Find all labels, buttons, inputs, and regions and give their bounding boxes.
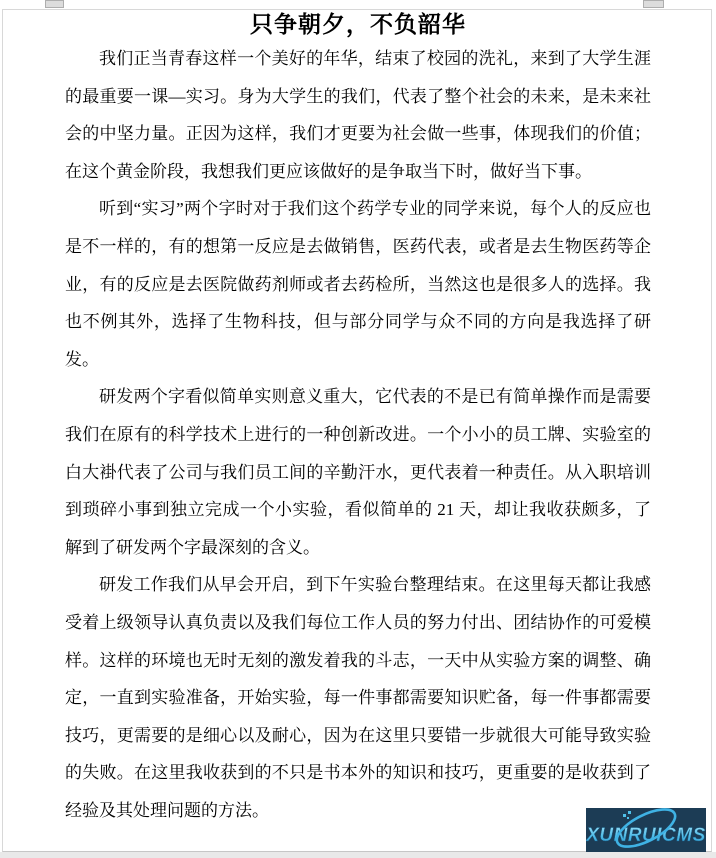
paragraph-3: 研发两个字看似简单实则意义重大，它代表的不是已有简单操作而是需要我们在原有的科学技术上进行的一种创新改进。一个小小的员工牌、实验室的白大褂代表了公司与我们员工间的辛勤汗水，更代表着一种责任。从入职培训到琐碎小事到独立完成一个小实验，看似简单的 21 天，却让我收获颇多，了解到了研发两个字最深刻的含义。 bbox=[65, 387, 651, 557]
watermark-text: XUNRUICMS bbox=[586, 825, 706, 846]
paragraph-1: 我们正当青春这样一个美好的年华，结束了校园的洗礼，来到了大学生涯的最重要一课—实习。身为大学生的我们，代表了整个社会的未来，是未来社会的中坚力量。正因为这样，我们才更要为社会做一些事，体现我们的价值；在这个黄金阶段，我想我们更应该做好的是争取当下时，做好当下事。 bbox=[65, 49, 651, 181]
pixel-dots-icon bbox=[623, 811, 631, 819]
paragraph-4: 研发工作我们从早会开启，到下午实验台整理结束。在这里每天都让我感受着上级领导认真负责以及我们每位工作人员的努力付出、团结协作的可爱模样。这样的环境也无时无刻的激发着我的斗志，一天中从实验方案的调整、确定，一直到实验准备，开始实验，每一件事都需要知识贮备，每一件事都需要技巧，更需要的是细心以及耐心，因为在这里只要错一步就很大可能导致实验的失败。在这里我收获到的不只是书本外的知识和技巧，更重要的是收获到了经验及其处理问题的方法。 bbox=[65, 575, 651, 820]
page-bottom-gap bbox=[0, 852, 716, 858]
top-handle-right[interactable] bbox=[643, 0, 664, 8]
page-title: 只争朝夕，不负韶华 bbox=[250, 11, 466, 37]
paragraph-2: 听到“实习”两个字时对于我们这个药学专业的同学来说，每个人的反应也是不一样的，有的想第一反应是去做销售，医药代表，或者是去生物医药等企业，有的反应是去医院做药剂师或者去药检所，当然这也是很多人的选择。我也不例其外，选择了生物科技，但与部分同学与众不同的方向是我选择了研发。 bbox=[65, 199, 651, 369]
document-body bbox=[65, 40, 651, 829]
top-handle-left[interactable] bbox=[45, 0, 64, 8]
watermark-logo bbox=[586, 808, 706, 853]
